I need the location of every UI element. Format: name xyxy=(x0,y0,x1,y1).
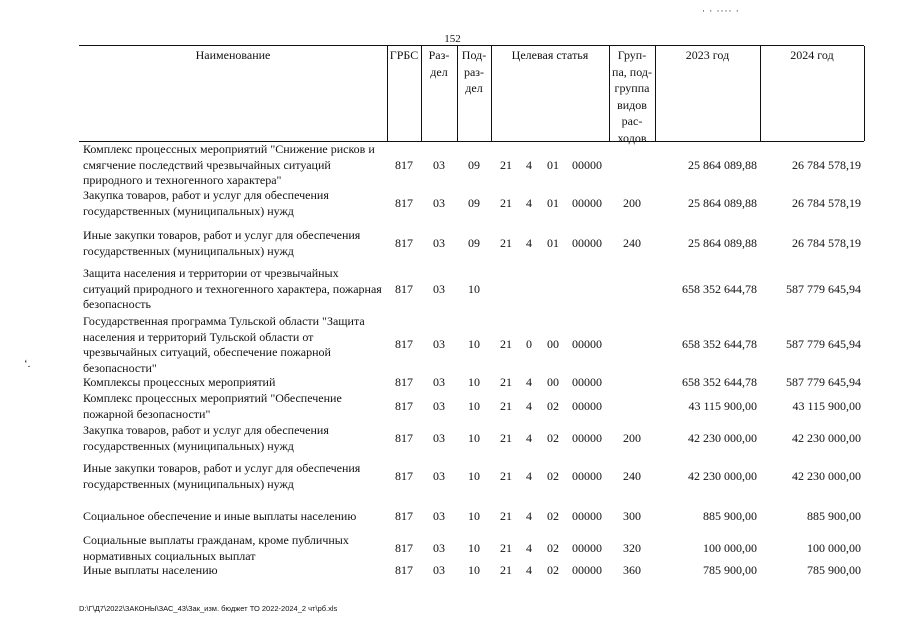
cell-target-complex: 02 xyxy=(547,509,559,523)
cell-expense-group: 200 xyxy=(623,196,641,210)
cell-name: Иные закупки товаров, работ и услуг для обеспечения государственных (муниципальных) нужд xyxy=(83,461,361,491)
cell-subsection: 10 xyxy=(468,431,480,445)
cell-target-type: 4 xyxy=(526,469,532,483)
cell-2024: 26 784 578,19 xyxy=(792,158,861,172)
cell-section: 03 xyxy=(433,158,445,172)
cell-section: 03 xyxy=(433,541,445,555)
cell-target-type: 4 xyxy=(526,196,532,210)
table-row xyxy=(79,533,864,565)
header-subsection: Под- раз- дел xyxy=(461,48,487,95)
cell-target-program: 21 xyxy=(500,375,512,389)
cell-grbs: 817 xyxy=(395,399,413,413)
cell-2024: 43 115 900,00 xyxy=(792,399,861,413)
table-row xyxy=(79,375,864,391)
table-row xyxy=(79,228,864,260)
cell-name: Государственная программа Тульской области "Защита населения и территорий Тульской области от чрезвычайных ситуаций, обеспечение пожарной безопасности" xyxy=(83,314,365,375)
cell-2023: 658 352 644,78 xyxy=(682,375,757,389)
header-name: Наименование xyxy=(195,48,271,62)
cell-target-type: 4 xyxy=(526,399,532,413)
cell-2024: 100 000,00 xyxy=(807,541,861,555)
cell-target-direction: 00000 xyxy=(572,541,602,555)
header-target-article: Целевая статья xyxy=(511,48,589,62)
cell-2023: 658 352 644,78 xyxy=(682,282,757,296)
cell-target-program: 21 xyxy=(500,158,512,172)
cell-section: 03 xyxy=(433,282,445,296)
table-row xyxy=(79,461,864,493)
cell-2024: 785 900,00 xyxy=(807,563,861,577)
cell-target-type: 4 xyxy=(526,563,532,577)
cell-expense-group: 360 xyxy=(623,563,641,577)
cell-target-program: 21 xyxy=(500,196,512,210)
cell-target-complex: 01 xyxy=(547,236,559,250)
cell-2024: 42 230 000,00 xyxy=(792,469,861,483)
cell-grbs: 817 xyxy=(395,431,413,445)
table-header xyxy=(79,45,864,145)
table-row xyxy=(79,423,864,455)
cell-name: Защита населения и территории от чрезвычайных ситуаций природного и техногенного характера, пожарная безопасность xyxy=(83,266,382,311)
table-row xyxy=(79,266,864,314)
cell-target-program: 21 xyxy=(500,509,512,523)
cell-target-complex: 00 xyxy=(547,375,559,389)
file-path-footer: D:\Г\Д7\2022\ЗАКОНЫ\ЗАС_43\Зак_изм. бюджет ТО 2022-2024_2 чт\рб.xls xyxy=(79,604,338,613)
cell-subsection: 10 xyxy=(468,337,480,351)
cell-expense-group: 320 xyxy=(623,541,641,555)
cell-target-complex: 02 xyxy=(547,469,559,483)
cell-target-complex: 02 xyxy=(547,431,559,445)
table-row xyxy=(79,142,864,190)
cell-name: Иные выплаты населению xyxy=(83,563,218,577)
cell-grbs: 817 xyxy=(395,563,413,577)
cell-2023: 25 864 089,88 xyxy=(688,158,757,172)
cell-name: Комплексы процессных мероприятий xyxy=(83,375,276,389)
cell-target-direction: 00000 xyxy=(572,337,602,351)
cell-target-type: 4 xyxy=(526,158,532,172)
cell-target-complex: 01 xyxy=(547,158,559,172)
cell-grbs: 817 xyxy=(395,337,413,351)
header-2023: 2023 год xyxy=(685,48,730,62)
page-number: 152 xyxy=(444,33,461,45)
cell-grbs: 817 xyxy=(395,158,413,172)
cell-2023: 100 000,00 xyxy=(703,541,757,555)
header-grbs: ГРБС xyxy=(389,48,419,62)
table-row xyxy=(79,188,864,220)
cell-target-program: 21 xyxy=(500,337,512,351)
cell-target-complex: 00 xyxy=(547,337,559,351)
cell-target-program: 21 xyxy=(500,563,512,577)
cell-grbs: 817 xyxy=(395,282,413,296)
cell-2023: 658 352 644,78 xyxy=(682,337,757,351)
cell-target-type: 0 xyxy=(526,337,532,351)
cell-target-program: 21 xyxy=(500,469,512,483)
cell-subsection: 09 xyxy=(468,158,480,172)
cell-2023: 25 864 089,88 xyxy=(688,236,757,250)
cell-subsection: 09 xyxy=(468,236,480,250)
cell-2023: 785 900,00 xyxy=(703,563,757,577)
cell-target-program: 21 xyxy=(500,541,512,555)
cell-subsection: 10 xyxy=(468,509,480,523)
column-divider xyxy=(864,46,865,141)
header-section: Раз- дел xyxy=(428,48,450,79)
cell-2024: 26 784 578,19 xyxy=(792,236,861,250)
cell-2024: 885 900,00 xyxy=(807,509,861,523)
cell-subsection: 10 xyxy=(468,469,480,483)
header-expense-group: Груп- па, под- группа видов рас- ходов xyxy=(612,48,652,145)
cell-target-type: 4 xyxy=(526,375,532,389)
cell-expense-group: 200 xyxy=(623,431,641,445)
cell-subsection: 09 xyxy=(468,196,480,210)
cell-section: 03 xyxy=(433,196,445,210)
cell-section: 03 xyxy=(433,375,445,389)
cell-expense-group: 300 xyxy=(623,509,641,523)
cell-target-direction: 00000 xyxy=(572,375,602,389)
cell-expense-group: 240 xyxy=(623,469,641,483)
header-2024: 2024 год xyxy=(790,48,834,62)
cell-target-direction: 00000 xyxy=(572,431,602,445)
table-row xyxy=(79,509,864,525)
cell-subsection: 10 xyxy=(468,563,480,577)
cell-grbs: 817 xyxy=(395,375,413,389)
cell-target-program: 21 xyxy=(500,431,512,445)
table-row xyxy=(79,563,864,579)
cell-name: Социальное обеспечение и иные выплаты населению xyxy=(83,509,357,523)
cell-subsection: 10 xyxy=(468,282,480,296)
cell-target-complex: 02 xyxy=(547,563,559,577)
cell-section: 03 xyxy=(433,509,445,523)
cell-section: 03 xyxy=(433,469,445,483)
cell-2024: 587 779 645,94 xyxy=(786,282,861,296)
cell-name: Закупка товаров, работ и услуг для обеспечения государственных (муниципальных) нужд xyxy=(83,423,329,453)
cell-target-direction: 00000 xyxy=(572,158,602,172)
table-row xyxy=(79,391,864,423)
cell-2024: 26 784 578,19 xyxy=(792,196,861,210)
cell-grbs: 817 xyxy=(395,469,413,483)
cell-target-type: 4 xyxy=(526,236,532,250)
cell-grbs: 817 xyxy=(395,236,413,250)
margin-mark: ‘. xyxy=(24,358,31,370)
cell-name: Комплекс процессных мероприятий "Снижение рисков и смягчение последствий чрезвычайных ситуаций природного и техногенного характера" xyxy=(83,142,375,187)
cell-section: 03 xyxy=(433,431,445,445)
cell-2023: 42 230 000,00 xyxy=(688,469,757,483)
cell-name: Комплекс процессных мероприятий "Обеспечение пожарной безопасности" xyxy=(83,391,342,421)
cell-grbs: 817 xyxy=(395,541,413,555)
cell-subsection: 10 xyxy=(468,399,480,413)
cell-target-type: 4 xyxy=(526,541,532,555)
cell-target-complex: 02 xyxy=(547,399,559,413)
cell-target-program: 21 xyxy=(500,399,512,413)
cell-target-direction: 00000 xyxy=(572,509,602,523)
cell-target-program: 21 xyxy=(500,236,512,250)
cell-section: 03 xyxy=(433,236,445,250)
cell-name: Иные закупки товаров, работ и услуг для обеспечения государственных (муниципальных) нужд xyxy=(83,228,361,258)
cell-target-complex: 02 xyxy=(547,541,559,555)
cell-target-type: 4 xyxy=(526,431,532,445)
cell-2023: 25 864 089,88 xyxy=(688,196,757,210)
cell-target-type: 4 xyxy=(526,509,532,523)
cell-name: Закупка товаров, работ и услуг для обеспечения государственных (муниципальных) нужд xyxy=(83,188,329,218)
cell-2023: 42 230 000,00 xyxy=(688,431,757,445)
cell-grbs: 817 xyxy=(395,509,413,523)
table-row xyxy=(79,314,864,376)
cell-name: Социальные выплаты гражданам, кроме публичных нормативных социальных выплат xyxy=(83,533,349,563)
cell-grbs: 817 xyxy=(395,196,413,210)
cell-2024: 587 779 645,94 xyxy=(786,337,861,351)
cell-target-direction: 00000 xyxy=(572,399,602,413)
cell-subsection: 10 xyxy=(468,375,480,389)
cell-subsection: 10 xyxy=(468,541,480,555)
cell-2024: 587 779 645,94 xyxy=(786,375,861,389)
cell-2024: 42 230 000,00 xyxy=(792,431,861,445)
cell-target-direction: 00000 xyxy=(572,563,602,577)
cell-section: 03 xyxy=(433,337,445,351)
cell-target-direction: 00000 xyxy=(572,196,602,210)
cell-target-complex: 01 xyxy=(547,196,559,210)
cell-2023: 885 900,00 xyxy=(703,509,757,523)
cell-section: 03 xyxy=(433,563,445,577)
cell-section: 03 xyxy=(433,399,445,413)
cell-target-direction: 00000 xyxy=(572,469,602,483)
cell-target-direction: 00000 xyxy=(572,236,602,250)
top-corner-mark: · · ···· · xyxy=(702,6,740,16)
cell-expense-group: 240 xyxy=(623,236,641,250)
cell-2023: 43 115 900,00 xyxy=(688,399,757,413)
